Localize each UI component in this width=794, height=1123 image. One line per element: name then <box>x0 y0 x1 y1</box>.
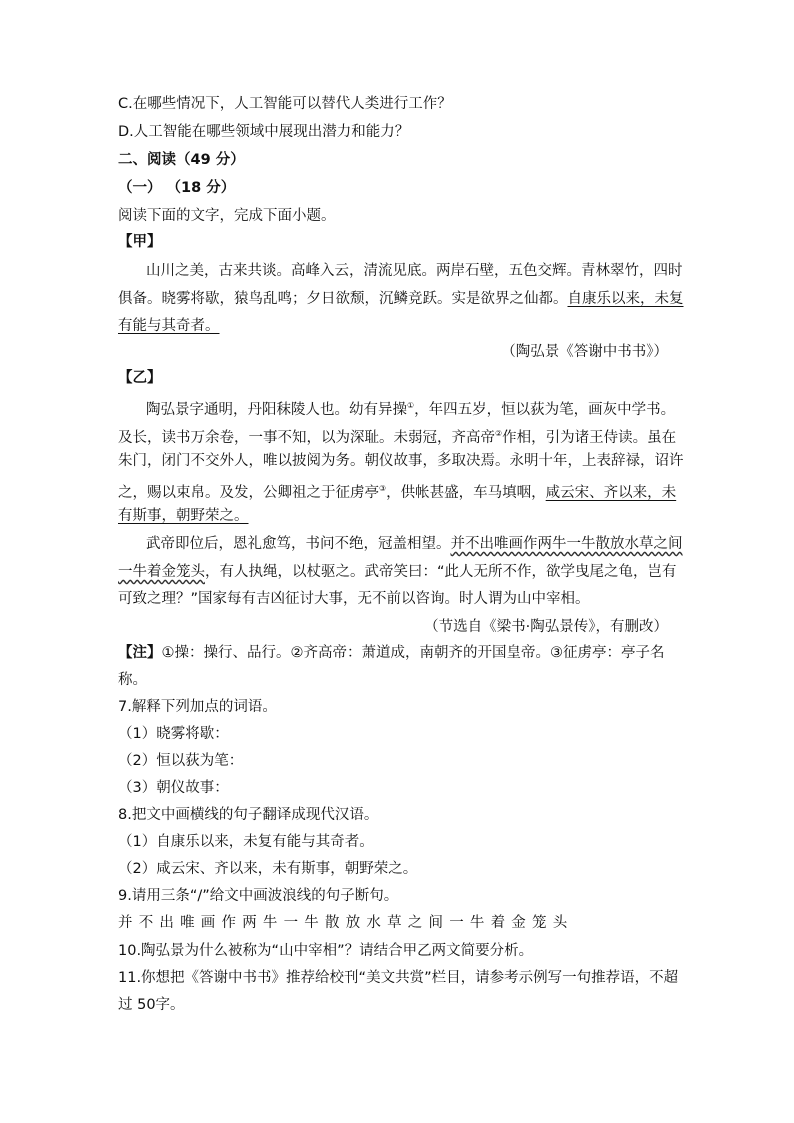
jia-underlined-sentence-end: 有能与其奇者。 <box>118 318 220 334</box>
part-heading: （一） （18 分） <box>118 180 236 196</box>
yi-wavy-sentence-end: 一牛着金笼头 <box>118 564 205 580</box>
reading-instruction: 阅读下面的文字，完成下面小题。 <box>118 208 336 224</box>
question-8-1: （1）自康乐以来，未复有能与其奇者。 <box>118 834 374 850</box>
yi-p2-line-2 <box>118 562 677 582</box>
note-mark-1: ① <box>407 401 415 410</box>
question-11-line-1: 11.你想把《答谢中书书》推荐给校刊“美文共赏”栏目，请参考示例写一句推荐语，不超 <box>118 970 679 986</box>
yi-text: 陶弘景字通明，丹阳秣陵人也。幼有异操 <box>146 401 407 418</box>
yi-p1-line-4 <box>118 479 676 503</box>
notes-line-2: 称。 <box>118 672 147 688</box>
yi-text: ，年四五岁，恒以荻为笔，画灰中学书。 <box>414 401 676 418</box>
jia-underlined-sentence: 自康乐以来，未复 <box>567 291 684 307</box>
jia-line-2 <box>118 289 684 309</box>
option-d: D.人工智能在哪些领域中展现出潜力和能力？ <box>118 124 410 140</box>
question-7-1: （1）晓雾将歇： <box>118 726 229 742</box>
question-7: 7.解释下列加点的词语。 <box>118 699 277 715</box>
yi-text: 及长，读书万余卷，一事不知，以为深耻。未弱冠，齐高帝 <box>118 429 495 446</box>
note-mark-3: ③ <box>379 484 387 493</box>
section-heading: 二、阅读（49 分） <box>118 152 245 168</box>
question-8-2: （2）咸云宋、齐以来，未有斯事，朝野荣之。 <box>118 861 418 877</box>
passage-yi-label: 【乙】 <box>118 370 162 386</box>
question-10: 10.陶弘景为什么被称为“山中宰相”？请结合甲乙两文简要分析。 <box>118 943 534 959</box>
question-7-2: （2）恒以荻为笔： <box>118 753 244 769</box>
option-c: C.在哪些情况下，人工智能可以替代人类进行工作？ <box>118 96 452 112</box>
notes-label: 【注】 <box>118 645 162 661</box>
yi-p1-line-2 <box>118 424 676 448</box>
yi-p1-line-5 <box>118 506 249 526</box>
yi-source: （节选自《梁书·陶弘景传》，有删改） <box>424 619 668 635</box>
yi-underlined-sentence: 咸云宋、齐以来，未 <box>545 484 677 501</box>
yi-text: ，供帐甚盛，车马填咽， <box>386 484 546 501</box>
jia-line-2-plain: 俱备。晓雾将歇，猿鸟乱鸣；夕日欲颓，沉鳞竞跃。实是欲界之仙都。 <box>118 291 568 307</box>
note-mark-2: ② <box>495 429 503 438</box>
yi-p2-line-3: 可致之理？”国家每有吉凶征讨大事，无不前以咨询。时人谓为山中宰相。 <box>118 591 590 607</box>
question-9-sentence: 并不出唯画作两牛一牛散放水草之间一牛着金笼头 <box>118 915 574 931</box>
jia-line-3 <box>118 316 220 336</box>
question-11-line-2: 过 50字。 <box>118 997 185 1013</box>
notes-line-1 <box>118 643 665 663</box>
yi-text: 作相，引为诸王侍读。虽在 <box>502 429 677 446</box>
passage-jia-label: 【甲】 <box>118 234 162 250</box>
yi-p2-line-1 <box>146 534 683 554</box>
yi-p1-line-1 <box>146 396 675 420</box>
question-9: 9.请用三条“/”给文中画波浪线的句子断句。 <box>118 888 399 904</box>
yi-underlined-sentence-end: 有斯事，朝野荣之。 <box>118 508 249 524</box>
jia-line-1: 山川之美，古来共谈。高峰入云，清流见底。两岸石壁，五色交辉。青林翠竹，四时 <box>146 263 683 279</box>
notes-text: ①操：操行、品行。②齐高帝：萧道成，南朝齐的开国皇帝。③征虏亭：亭子名 <box>161 645 665 661</box>
yi-wavy-sentence: 并不出唯画作两牛一牛散放水草之间 <box>450 536 683 552</box>
yi-text: 之，赐以束帛。及发，公卿祖之于征虏亭 <box>118 484 379 501</box>
question-7-3: （3）朝仪故事： <box>118 780 229 796</box>
jia-source: （陶弘景《答谢中书书》） <box>501 344 668 360</box>
yi-text: 武帝即位后，恩礼愈笃，书问不绝，冠盖相望。 <box>146 536 451 552</box>
yi-text: ，有人执绳，以杖驱之。武帝笑曰：“此人无所不作，欲学曳尾之龟，岂有 <box>205 564 677 580</box>
question-8: 8.把文中画横线的句子翻译成现代汉语。 <box>118 807 379 823</box>
yi-p1-line-3: 朱门，闭门不交外人，唯以披阅为务。朝仪故事，多取决焉。永明十年，上表辞禄，诏许 <box>118 453 684 469</box>
